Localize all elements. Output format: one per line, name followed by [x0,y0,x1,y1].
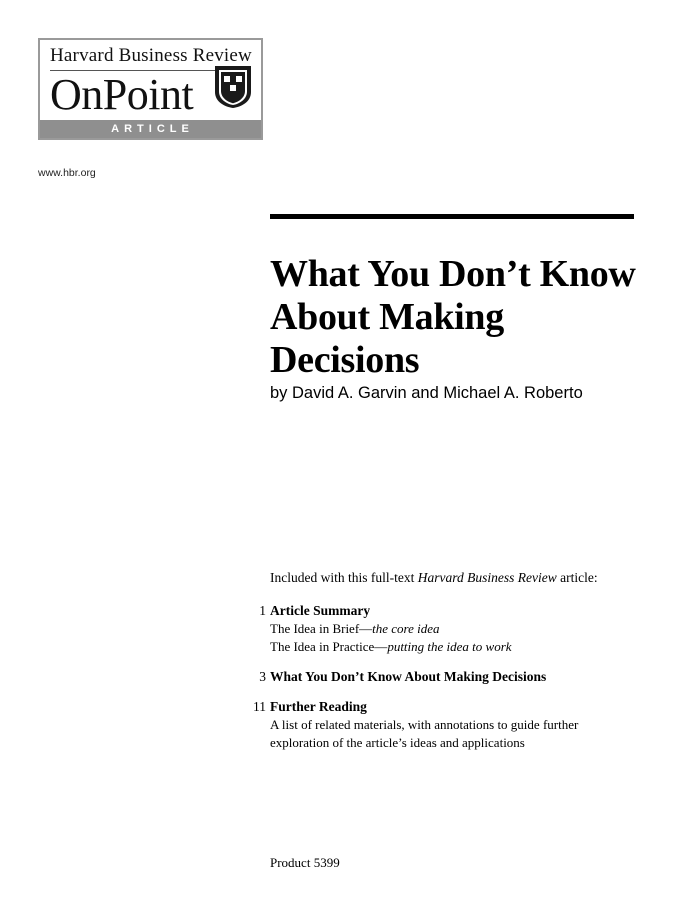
toc-entry-subline [270,620,640,655]
toc-subline-plain: exploration of the article’s ideas and applications [270,735,525,751]
logo-inner [40,40,261,119]
byline: by David A. Garvin and Michael A. Roberto [270,384,583,402]
toc-entry-article-summary[interactable] [259,603,640,655]
toc-page-number: 3 [259,669,266,685]
logo-wordmark-on: On [50,69,103,119]
toc-entry-title: Further Reading [270,699,367,715]
harvard-shield-icon [213,64,253,110]
contents-intro [270,570,640,586]
toc-page-number: 1 [259,603,266,618]
logo-article-banner: ARTICLE [40,120,261,138]
toc-subline-italic: putting the idea to work [387,638,512,654]
toc-entry-main-article[interactable] [259,669,640,685]
toc-subline-plain: The Idea in Practice— [270,638,388,654]
hbr-onpoint-logo [38,38,263,140]
toc-entry-further-reading[interactable] [253,699,640,751]
product-number: Product 5399 [270,855,340,870]
contents-intro-prefix: Included with this full-text [270,570,418,585]
contents-intro-suffix: article: [556,570,598,585]
logo-wordmark-point: Point [102,69,194,119]
toc-page-number: 11 [253,699,266,715]
contents-section [253,570,640,756]
toc-entry-title: Article Summary [270,603,371,618]
toc-entry-subline [270,716,640,751]
title-rule [270,214,634,219]
toc-subline-plain: The Idea in Brief— [270,621,373,636]
site-url: www.hbr.org [38,167,96,179]
page-title: What You Don’t Know About Making Decisions [270,253,636,381]
logo-masthead: Harvard Business Review [50,45,252,66]
contents-intro-italic: Harvard Business Review [417,570,557,585]
toc-subline-italic: the core idea [372,621,440,636]
toc-entry-title: What You Don’t Know About Making Decisions [270,669,547,685]
toc-subline-plain: A list of related materials, with annotations to guide further [270,717,579,733]
